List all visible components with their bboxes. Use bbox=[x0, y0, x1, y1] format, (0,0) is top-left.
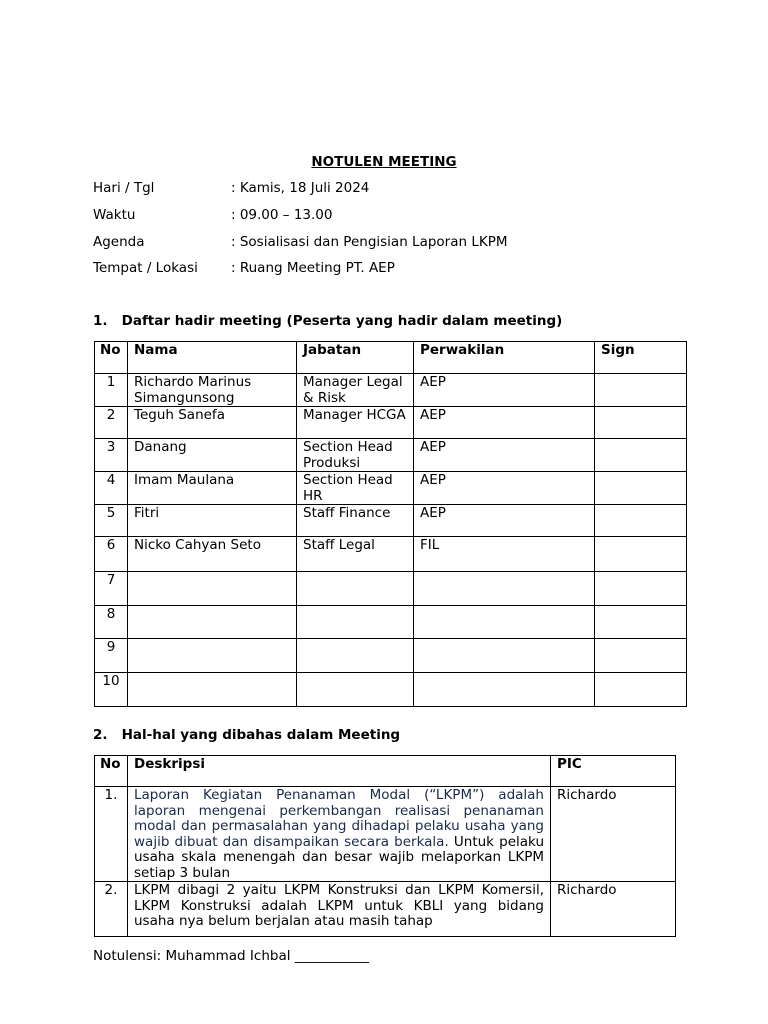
cell-sign bbox=[595, 639, 687, 673]
cell-jabatan: Manager Legal & Risk bbox=[297, 374, 414, 407]
cell-sign bbox=[595, 537, 687, 572]
cell-perwakilan: AEP bbox=[414, 439, 595, 472]
header-perwakilan: Perwakilan bbox=[414, 342, 595, 374]
description-definition: Laporan Kegiatan Penanaman Modal (“LKPM”) adalah laporan mengenai perkembangan realisasi penanaman modal dan permasalahan yang dihadapi pelaku usaha yang wajib dibuat dan disampaikan secara berkala. bbox=[134, 787, 544, 850]
cell-nama bbox=[128, 639, 297, 673]
table-row bbox=[95, 537, 687, 572]
info-label-time: Waktu bbox=[93, 207, 136, 223]
info-value-agenda: : Sosialisasi dan Pengisian Laporan LKPM bbox=[231, 234, 508, 250]
info-label-date: Hari / Tgl bbox=[93, 180, 155, 196]
cell-pic: Richardo bbox=[551, 882, 676, 937]
table-row bbox=[95, 673, 687, 707]
cell-perwakilan bbox=[414, 606, 595, 639]
header-no: No bbox=[95, 756, 128, 787]
cell-perwakilan bbox=[414, 639, 595, 673]
info-label-location: Tempat / Lokasi bbox=[93, 260, 198, 276]
attendance-header-row bbox=[95, 342, 687, 374]
table-row bbox=[95, 572, 687, 606]
cell-perwakilan bbox=[414, 673, 595, 707]
table-row bbox=[95, 606, 687, 639]
cell-perwakilan: AEP bbox=[414, 374, 595, 407]
cell-perwakilan: AEP bbox=[414, 407, 595, 439]
cell-jabatan: Manager HCGA bbox=[297, 407, 414, 439]
info-value-location: : Ruang Meeting PT. AEP bbox=[231, 260, 395, 276]
description-note: Untuk pelaku usaha skala menengah dan besar wajib melaporkan LKPM setiap 3 bulan bbox=[134, 833, 544, 881]
cell-no: 4 bbox=[95, 472, 128, 505]
cell-jabatan bbox=[297, 673, 414, 707]
cell-nama: Danang bbox=[128, 439, 297, 472]
cell-no: 6 bbox=[95, 537, 128, 572]
cell-sign bbox=[595, 572, 687, 606]
header-deskripsi: Deskripsi bbox=[128, 756, 551, 787]
cell-nama bbox=[128, 606, 297, 639]
cell-sign bbox=[595, 407, 687, 439]
header-sign: Sign bbox=[595, 342, 687, 374]
info-label-agenda: Agenda bbox=[93, 234, 145, 250]
cell-nama: Fitri bbox=[128, 505, 297, 537]
cell-jabatan: Section Head HR bbox=[297, 472, 414, 505]
header-nama: Nama bbox=[128, 342, 297, 374]
header-no: No bbox=[95, 342, 128, 374]
attendance-table bbox=[94, 341, 687, 707]
header-pic: PIC bbox=[551, 756, 676, 787]
cell-perwakilan bbox=[414, 572, 595, 606]
table-row bbox=[95, 439, 687, 472]
cell-perwakilan: AEP bbox=[414, 505, 595, 537]
cell-sign bbox=[595, 472, 687, 505]
cell-nama bbox=[128, 673, 297, 707]
table-row bbox=[95, 882, 676, 937]
cell-nama bbox=[128, 572, 297, 606]
cell-deskripsi bbox=[128, 787, 551, 882]
table-row bbox=[95, 787, 676, 882]
document-title: NOTULEN MEETING bbox=[311, 154, 457, 170]
cell-nama: Teguh Sanefa bbox=[128, 407, 297, 439]
cell-sign bbox=[595, 505, 687, 537]
cell-pic: Richardo bbox=[551, 787, 676, 882]
discussion-header-row bbox=[95, 756, 676, 787]
cell-sign bbox=[595, 673, 687, 707]
cell-nama: Nicko Cahyan Seto bbox=[128, 537, 297, 572]
cell-no: 10 bbox=[95, 673, 128, 707]
cell-jabatan bbox=[297, 606, 414, 639]
cell-jabatan: Section Head Produksi bbox=[297, 439, 414, 472]
cell-nama: Richardo Marinus Simangunsong bbox=[128, 374, 297, 407]
cell-jabatan bbox=[297, 639, 414, 673]
cell-sign bbox=[595, 439, 687, 472]
header-jabatan: Jabatan bbox=[297, 342, 414, 374]
table-row bbox=[95, 639, 687, 673]
cell-no: 8 bbox=[95, 606, 128, 639]
note-taker-line: Notulensi: Muhammad Ichbal ___________ bbox=[93, 948, 370, 964]
discussion-table bbox=[94, 755, 676, 937]
cell-sign bbox=[595, 374, 687, 407]
cell-no: 3 bbox=[95, 439, 128, 472]
cell-no: 1. bbox=[95, 787, 128, 882]
cell-jabatan: Staff Finance bbox=[297, 505, 414, 537]
table-row bbox=[95, 407, 687, 439]
cell-jabatan bbox=[297, 572, 414, 606]
info-value-date: : Kamis, 18 Juli 2024 bbox=[231, 180, 370, 196]
cell-no: 5 bbox=[95, 505, 128, 537]
table-row bbox=[95, 472, 687, 505]
cell-no: 9 bbox=[95, 639, 128, 673]
section2-heading: 2. Hal-hal yang dibahas dalam Meeting bbox=[93, 727, 401, 743]
cell-no: 2. bbox=[95, 882, 128, 937]
cell-no: 2 bbox=[95, 407, 128, 439]
cell-jabatan: Staff Legal bbox=[297, 537, 414, 572]
cell-sign bbox=[595, 606, 687, 639]
info-value-time: : 09.00 – 13.00 bbox=[231, 207, 333, 223]
section1-heading: 1. Daftar hadir meeting (Peserta yang hadir dalam meeting) bbox=[93, 313, 563, 329]
cell-perwakilan: FIL bbox=[414, 537, 595, 572]
description-text: LKPM dibagi 2 yaitu LKPM Konstruksi dan LKPM Komersil, LKPM Konstruksi adalah LKPM untuk KBLI yang bidang usaha nya belum berjalan atau masih tahap bbox=[134, 883, 544, 929]
cell-nama: Imam Maulana bbox=[128, 472, 297, 505]
cell-no: 1 bbox=[95, 374, 128, 407]
table-row bbox=[95, 374, 687, 407]
cell-no: 7 bbox=[95, 572, 128, 606]
cell-perwakilan: AEP bbox=[414, 472, 595, 505]
table-row bbox=[95, 505, 687, 537]
cell-deskripsi bbox=[128, 882, 551, 937]
